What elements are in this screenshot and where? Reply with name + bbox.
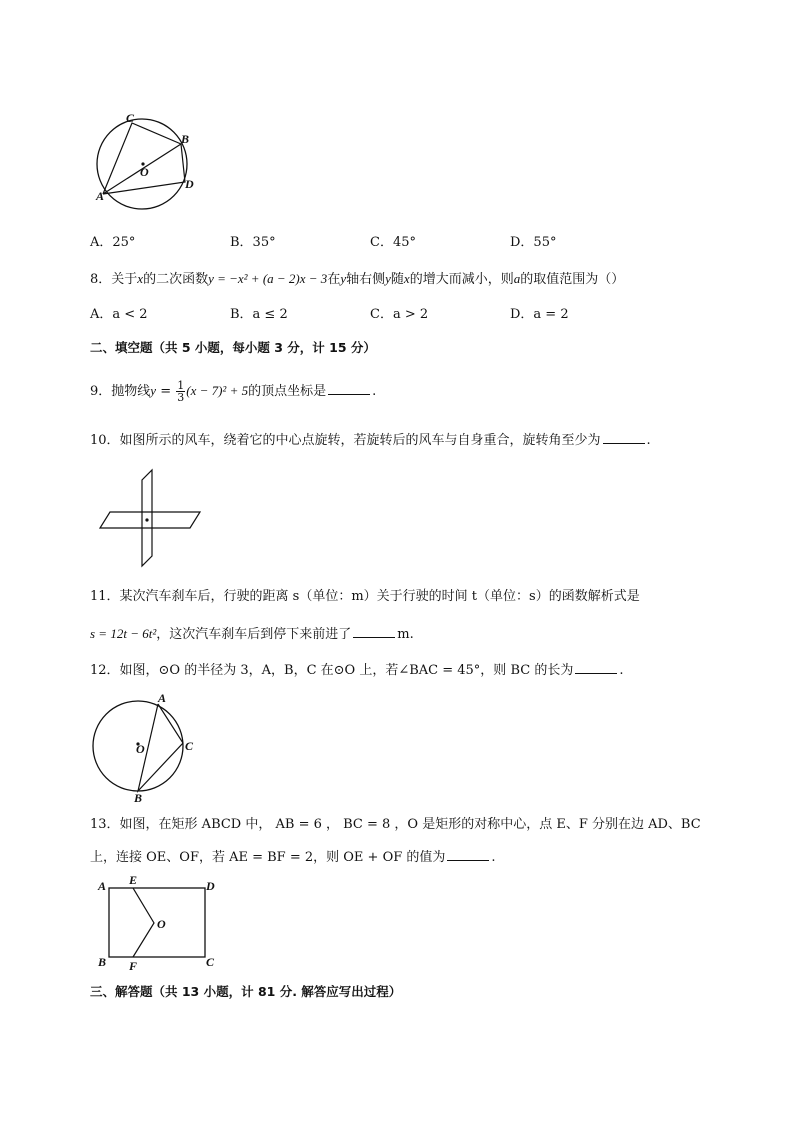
- q11-question-line1: 11．某次汽车刹车后，行驶的距离 s（单位：m）关于行驶的时间 t（单位：s）的函数解析式是: [90, 589, 640, 604]
- windmill-blade-top: [142, 470, 152, 512]
- windmill-blade-bottom: [142, 528, 152, 566]
- q12-label-b: B: [134, 791, 143, 805]
- q10-answer-blank: [603, 431, 645, 444]
- q12-question: 12．如图，⊙O 的半径为 3，A，B，C 在⊙O 上，若∠BAC = 45°，则 BC 的长为 .: [90, 663, 624, 678]
- q13-label-a: A: [98, 879, 107, 893]
- q13-answer-blank: [447, 848, 489, 861]
- q13-question-line1: 13．如图，在矩形 ABCD 中， AB = 6 ， BC = 8 ，O 是矩形的对称中心，点 E、F 分别在边 AD、BC: [90, 817, 701, 832]
- q7-option-d: D．55°: [510, 235, 557, 250]
- q7-label-c: C: [126, 111, 135, 125]
- q8-option-d: D．a = 2: [510, 307, 569, 322]
- q9-answer-blank: [328, 382, 370, 395]
- q13-rectangle-figure: [96, 874, 226, 974]
- windmill-blade-left: [100, 512, 142, 528]
- q7-circle-figure: [90, 112, 210, 222]
- q11-formula: s = 12t − 6t²: [90, 626, 157, 641]
- q7-chords: [103, 123, 185, 194]
- q12-label-a: A: [158, 691, 167, 705]
- q7-label-b: B: [181, 132, 190, 146]
- q8-option-c: C．a > 2: [370, 307, 429, 322]
- q10-question: 10．如图所示的风车，绕着它的中心点旋转，若旋转后的风车与自身重合，旋转角至少为 .: [90, 433, 651, 448]
- q7-label-d: D: [185, 177, 194, 191]
- section-2-heading: 二、填空题（共 5 小题，每小题 3 分，计 15 分）: [90, 340, 376, 355]
- q13-question-line2: 上，连接 OE、OF，若 AE = BF = 2，则 OE + OF 的值为 .: [90, 850, 496, 865]
- q12-circle-figure: [90, 690, 210, 808]
- q12-triangle: [138, 704, 183, 791]
- q8-question: 8．关于x的二次函数y = −x² + (a − 2)x − 3在y轴右侧y随x的增大而减小，则a的取值范围为（）: [90, 271, 625, 287]
- q8-formula: y = −x² + (a − 2)x − 3: [208, 271, 328, 286]
- q7-option-c: C．45°: [370, 235, 416, 250]
- q13-label-f: F: [129, 959, 138, 973]
- q11-question-line2: s = 12t − 6t²，这次汽车刹车后到停下来前进了 m.: [90, 626, 414, 642]
- q12-label-c: C: [185, 739, 194, 753]
- q13-label-b: B: [98, 955, 107, 969]
- q7-label-a: A: [96, 189, 105, 203]
- windmill-center-dot: [145, 518, 148, 521]
- q13-label-c: C: [206, 955, 215, 969]
- q8-option-b: B．a ≤ 2: [230, 307, 288, 322]
- q9-formula-tail: (x − 7)² + 5: [186, 383, 249, 398]
- q9-fraction: $\frac{1}{3}$: [177, 379, 185, 404]
- q12-answer-blank: [575, 661, 617, 674]
- q7-label-o: O: [140, 165, 149, 179]
- q11-answer-blank: [353, 625, 395, 638]
- q10-windmill-figure: [96, 468, 206, 568]
- q13-label-e: E: [129, 873, 138, 887]
- section-3-heading: 三、解答题（共 13 小题，计 81 分. 解答应写出过程）: [90, 984, 402, 999]
- q7-option-a: A．25°: [90, 235, 136, 250]
- q8-option-a: A．a < 2: [90, 307, 148, 322]
- q13-label-d: D: [206, 879, 215, 893]
- q9-question: 9．抛物线y = $\frac{1}{3}$ (x − 7)² + 5的顶点坐标是 .: [90, 379, 377, 404]
- windmill-blade-right: [152, 512, 200, 528]
- q13-segments: [133, 888, 154, 957]
- q7-option-b: B．35°: [230, 235, 276, 250]
- q12-label-o: O: [136, 742, 145, 756]
- q13-label-o: O: [157, 917, 166, 931]
